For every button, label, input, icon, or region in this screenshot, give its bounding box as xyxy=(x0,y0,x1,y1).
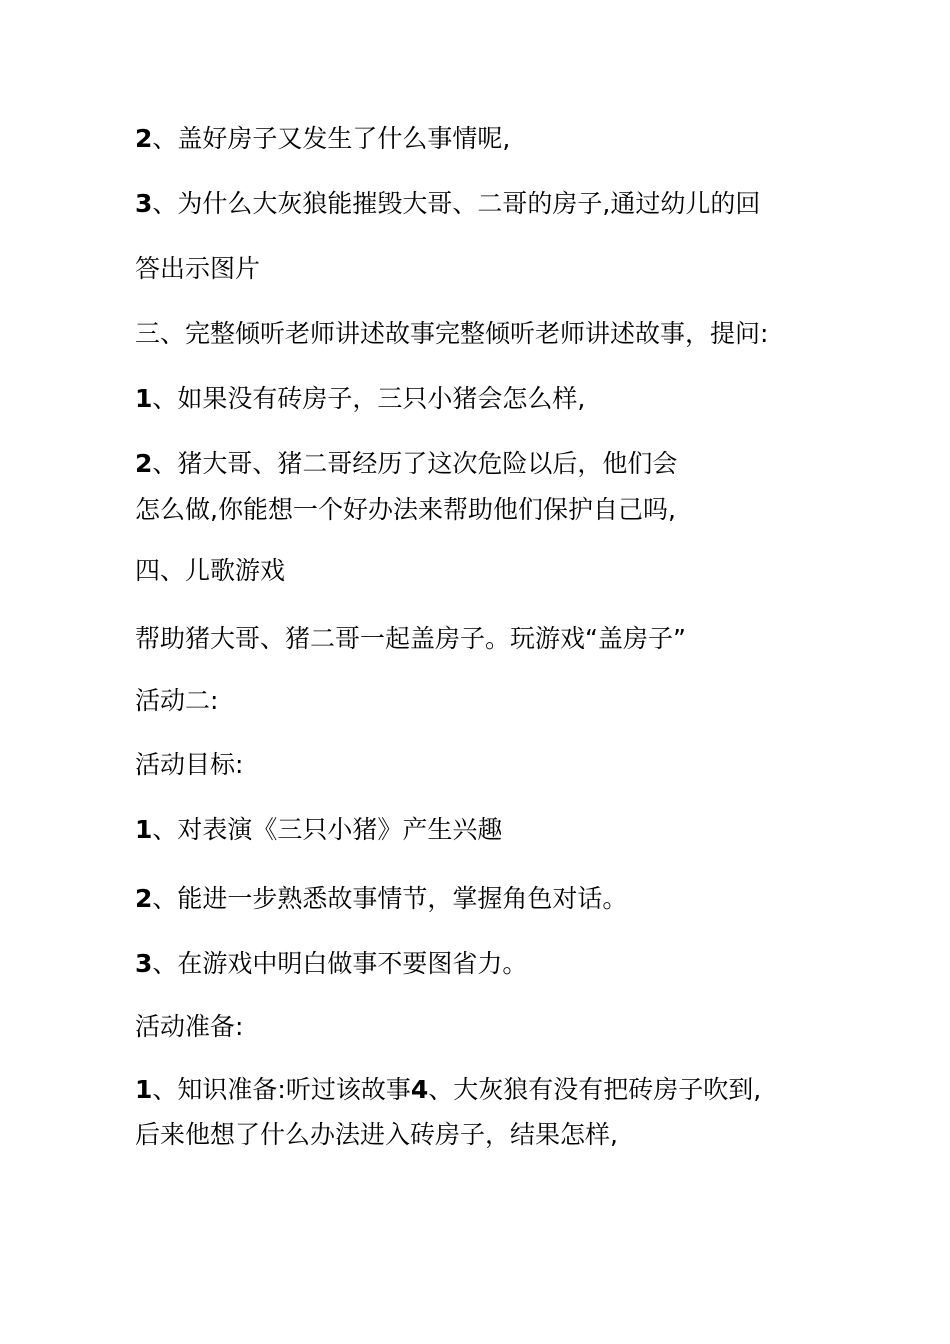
subheading: 活动二: xyxy=(135,686,219,715)
text-line: 帮助猪大哥、猪二哥一起盖房子。玩游戏“盖房子” xyxy=(135,624,686,653)
text-line: 1、知识准备:听过该故事4、大灰狼有没有把砖房子吹到, xyxy=(135,1075,762,1104)
text-line: 1、如果没有砖房子，三只小猪会怎么样, xyxy=(135,384,586,413)
subheading: 活动目标: xyxy=(135,750,244,779)
section-heading: 四、儿歌游戏 xyxy=(135,556,286,585)
text-line: 2、盖好房子又发生了什么事情呢, xyxy=(135,124,511,153)
section-heading: 三、完整倾听老师讲述故事完整倾听老师讲述故事，提问: xyxy=(135,319,769,348)
text-line: 2、猪大哥、猪二哥经历了这次危险以后，他们会 xyxy=(135,449,678,478)
subheading: 活动准备: xyxy=(135,1012,244,1041)
text-line: 后来他想了什么办法进入砖房子，结果怎样, xyxy=(135,1120,618,1149)
text-line: 2、能进一步熟悉故事情节，掌握角色对话。 xyxy=(135,884,628,913)
text-line: 答出示图片 xyxy=(135,254,261,283)
text-line: 3、为什么大灰狼能摧毁大哥、二哥的房子,通过幼儿的回 xyxy=(135,189,761,218)
text-line: 1、对表演《三只小猪》产生兴趣 xyxy=(135,815,503,844)
text-line: 怎么做,你能想一个好办法来帮助他们保护自己吗, xyxy=(135,495,676,524)
text-line: 3、在游戏中明白做事不要图省力。 xyxy=(135,949,528,978)
